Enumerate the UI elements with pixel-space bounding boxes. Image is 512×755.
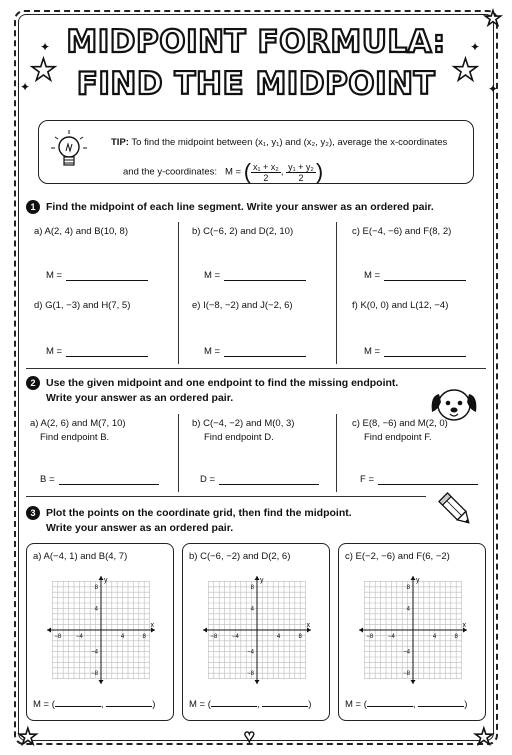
problem-1e: e) I(−8, −2) and J(−2, 6) xyxy=(192,300,293,311)
section-instruction: Plot the points on the coordinate grid, then find the midpoint. xyxy=(46,507,352,519)
answer-label: B = xyxy=(40,474,55,485)
y-tick-label: −4 xyxy=(403,649,410,656)
problem-1f: f) K(0, 0) and L(12, −4) xyxy=(352,300,449,311)
answer-1e xyxy=(204,346,306,357)
y-axis-label: y xyxy=(104,577,108,584)
answer-blank-x[interactable] xyxy=(55,706,101,707)
problem-1d: d) G(1, −3) and H(7, 5) xyxy=(34,300,131,311)
x-axis-label: x xyxy=(462,622,466,629)
y-tick-label: 4 xyxy=(250,606,254,613)
answer-2b xyxy=(200,474,319,485)
problem-1c: c) E(−4, −6) and F(8, 2) xyxy=(352,226,452,237)
answer-suffix: ) xyxy=(152,699,156,710)
section-2-heading xyxy=(26,376,398,404)
answer-suffix: ) xyxy=(464,699,468,710)
x-tick-label: −8 xyxy=(366,634,374,640)
x-tick-label: 4 xyxy=(120,634,125,640)
answer-prefix: M = ( xyxy=(189,699,211,710)
y-tick-label: 8 xyxy=(250,584,254,591)
grid-problem-c xyxy=(338,543,486,721)
x-axis-label: x xyxy=(150,622,154,629)
section-3-heading xyxy=(26,506,352,534)
x-tick-label: 4 xyxy=(276,634,281,640)
grid-answer xyxy=(345,699,467,710)
star-icon: ★ xyxy=(484,8,502,30)
x-axis-label: x xyxy=(306,622,310,629)
answer-blank[interactable] xyxy=(219,484,319,485)
answer-blank[interactable] xyxy=(384,280,466,281)
y-axis-arrow xyxy=(411,576,416,580)
problem-2a: a) A(2, 6) and M(7, 10) xyxy=(30,418,126,429)
formula-frac-x xyxy=(251,162,281,183)
section-instruction: Write your answer as an ordered pair. xyxy=(46,392,234,404)
column-divider xyxy=(336,222,337,364)
grid-problem-a xyxy=(26,543,174,721)
answer-label: M = xyxy=(364,346,381,357)
answer-1f xyxy=(364,346,466,357)
y-axis-label: y xyxy=(416,577,420,584)
tip-text-1: To find the midpoint between (x₁, y₁) and (x₂, y₂), average the x-coordinates xyxy=(128,137,448,148)
grid-problem-text: b) C(−6, −2) and D(2, 6) xyxy=(189,551,291,562)
y-tick-label: 4 xyxy=(94,606,98,613)
tip-box xyxy=(38,120,474,184)
sparkle-icon: ✦ xyxy=(20,80,31,94)
answer-label: M = xyxy=(204,346,221,357)
x-tick-label: −8 xyxy=(54,634,62,640)
tip-text-line-2: and the y-coordinates: M = ( $\frac{\text{x₁ + x₂}}{2}$ , $\frac{\text{y₁ + y₂}}{2}$ ) xyxy=(123,159,324,184)
tip-text-2: and the y-coordinates: xyxy=(123,166,218,178)
answer-1d xyxy=(46,346,148,357)
problem-2c: c) E(8, −6) and M(2, 0) xyxy=(352,418,448,429)
answer-label: M = xyxy=(204,270,221,281)
y-axis-arrow xyxy=(255,576,260,580)
answer-label: M = xyxy=(364,270,381,281)
coordinate-grid[interactable] xyxy=(349,566,477,694)
y-tick-label: 8 xyxy=(94,584,98,591)
tip-text-line-1 xyxy=(111,137,447,148)
y-tick-label: −4 xyxy=(91,649,98,656)
x-axis-arrow xyxy=(47,628,51,633)
answer-blank[interactable] xyxy=(66,356,148,357)
answer-comma: , xyxy=(412,699,416,710)
pencil-icon xyxy=(436,490,476,530)
y-tick-label: 4 xyxy=(406,606,410,613)
formula-paren: ( xyxy=(243,159,252,184)
star-icon: ★ xyxy=(30,54,57,87)
x-tick-label: −8 xyxy=(210,634,218,640)
x-tick-label: 8 xyxy=(298,634,302,640)
grid-answer xyxy=(33,699,155,710)
grid-problem-text: c) E(−2, −6) and F(6, −2) xyxy=(345,551,450,562)
answer-2a xyxy=(40,474,159,485)
problem-2b-sub: Find endpoint D. xyxy=(204,432,274,443)
y-tick-label: −4 xyxy=(247,649,254,656)
answer-comma: , xyxy=(100,699,104,710)
answer-blank-y[interactable] xyxy=(106,706,152,707)
section-number: 3 xyxy=(26,506,40,520)
answer-blank-y[interactable] xyxy=(418,706,464,707)
y-axis-arrow xyxy=(255,680,260,684)
x-tick-label: −4 xyxy=(387,634,395,640)
grid-problem-text: a) A(−4, 1) and B(4, 7) xyxy=(33,551,128,562)
answer-suffix: ) xyxy=(308,699,312,710)
coordinate-grid[interactable] xyxy=(193,566,321,694)
answer-blank[interactable] xyxy=(66,280,148,281)
column-divider xyxy=(178,222,179,364)
answer-prefix: M = ( xyxy=(33,699,55,710)
section-instruction: Find the midpoint of each line segment. Write your answer as an ordered pair. xyxy=(46,201,434,213)
x-axis-arrow xyxy=(359,628,363,633)
answer-blank[interactable] xyxy=(59,484,159,485)
section-divider xyxy=(26,496,426,497)
problem-2c-sub: Find endpoint F. xyxy=(364,432,432,443)
y-axis-label: y xyxy=(260,577,264,584)
section-1-heading xyxy=(26,200,434,214)
title-line-2: FIND THE MIDPOINT xyxy=(76,66,436,102)
problem-2a-sub: Find endpoint B. xyxy=(40,432,110,443)
star-icon: ★ xyxy=(474,724,494,749)
answer-blank[interactable] xyxy=(384,356,466,357)
column-divider xyxy=(178,414,179,492)
grid-answer xyxy=(189,699,311,710)
answer-prefix: M = ( xyxy=(345,699,367,710)
y-tick-label: 8 xyxy=(406,584,410,591)
answer-label: F = xyxy=(360,474,374,485)
grid-problem-b xyxy=(182,543,330,721)
y-tick-label: −8 xyxy=(91,671,98,678)
tip-label: TIP: xyxy=(111,137,129,148)
answer-blank[interactable] xyxy=(224,280,306,281)
sparkle-icon: ✦ xyxy=(488,82,499,96)
y-tick-label: −8 xyxy=(403,671,410,678)
x-tick-label: 4 xyxy=(432,634,437,640)
heart-icon: ♥ xyxy=(244,726,255,746)
star-icon: ★ xyxy=(452,54,479,87)
answer-comma: , xyxy=(256,699,260,710)
lightbulb-icon xyxy=(47,127,91,177)
x-tick-label: 8 xyxy=(142,634,146,640)
frac-x-denominator: 2 xyxy=(263,172,269,183)
y-axis-arrow xyxy=(99,680,104,684)
y-axis-arrow xyxy=(411,680,416,684)
answer-label: M = xyxy=(46,270,63,281)
x-tick-label: 8 xyxy=(454,634,458,640)
answer-blank-x[interactable] xyxy=(211,706,257,707)
title-line-1: MIDPOINT FORMULA: xyxy=(66,24,446,60)
coordinate-grid[interactable] xyxy=(37,566,165,694)
section-instruction: Use the given midpoint and one endpoint to find the missing endpoint. xyxy=(46,377,399,389)
section-divider xyxy=(26,368,486,369)
y-axis-arrow xyxy=(99,576,104,580)
answer-label: M = xyxy=(46,346,63,357)
section-number: 2 xyxy=(26,376,40,390)
problem-1b: b) C(−6, 2) and D(2, 10) xyxy=(192,226,294,237)
section-number: 1 xyxy=(26,200,40,214)
frac-x-numerator: x₁ + x₂ xyxy=(253,161,279,172)
x-tick-label: −4 xyxy=(75,634,83,640)
y-tick-label: −8 xyxy=(247,671,254,678)
answer-label: D = xyxy=(200,474,216,485)
x-tick-label: −4 xyxy=(231,634,239,640)
answer-1a xyxy=(46,270,148,281)
frac-y-denominator: 2 xyxy=(298,172,304,183)
answer-blank-y[interactable] xyxy=(262,706,308,707)
formula-paren: ) xyxy=(315,159,324,184)
formula-lhs: M = xyxy=(224,166,242,178)
answer-blank[interactable] xyxy=(224,356,306,357)
star-icon: ★ xyxy=(18,724,38,749)
sparkle-icon: ✦ xyxy=(40,40,51,54)
formula-frac-y xyxy=(286,162,316,183)
x-axis-arrow xyxy=(203,628,207,633)
answer-1b xyxy=(204,270,306,281)
answer-1c xyxy=(364,270,466,281)
answer-blank-x[interactable] xyxy=(367,706,413,707)
sparkle-icon: ✦ xyxy=(470,40,481,54)
answer-2c xyxy=(360,474,478,485)
problem-2b: b) C(−4, −2) and M(0, 3) xyxy=(192,418,295,429)
section-instruction: Write your answer as an ordered pair. xyxy=(46,522,234,534)
problem-1a: a) A(2, 4) and B(10, 8) xyxy=(34,226,128,237)
frac-y-numerator: y₁ + y₂ xyxy=(288,161,314,172)
column-divider xyxy=(336,414,337,492)
answer-blank[interactable] xyxy=(378,484,478,485)
